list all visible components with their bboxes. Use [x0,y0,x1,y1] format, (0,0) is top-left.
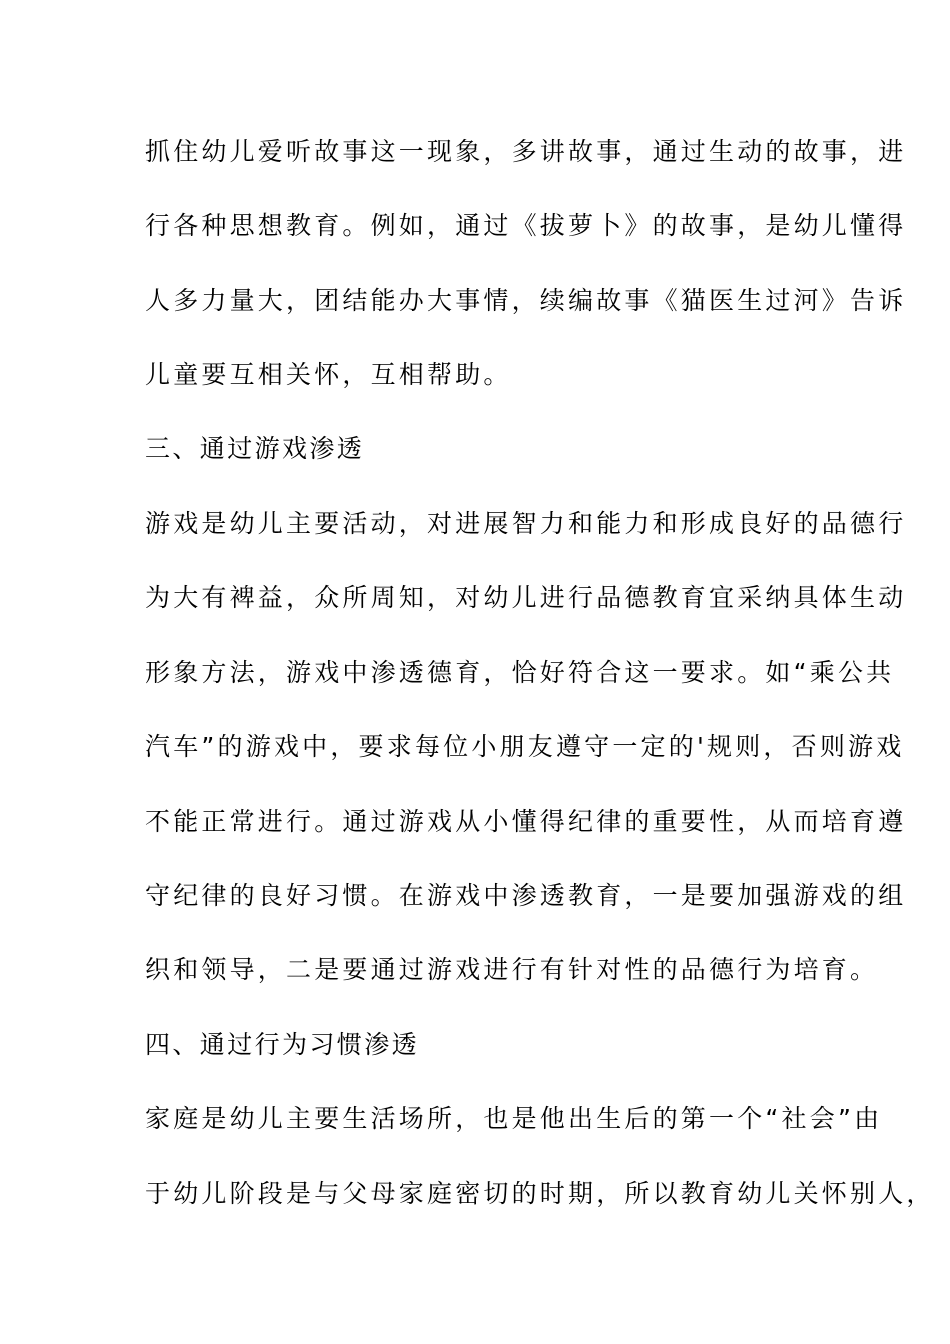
paragraph-line: 行各种思想教育。例如，通过《拔萝卜》的故事，是幼儿懂得 [145,211,907,240]
paragraph-line: 人多力量大，团结能办大事情，续编故事《猫医生过河》告诉 [145,286,907,315]
paragraph-line: 家庭是幼儿主要生活场所，也是他出生后的第一个“社会”由 [145,1104,883,1133]
paragraph-line: 于幼儿阶段是与父母家庭密切的时期，所以教育幼儿关怀别人， [145,1179,935,1208]
paragraph-line: 形象方法，游戏中渗透德育，恰好符合这一要求。如“乘公共 [145,658,895,687]
paragraph-line: 儿童要互相关怀，互相帮助。 [145,360,512,389]
paragraph-line: 抓住幼儿爱听故事这一现象，多讲故事，通过生动的故事，进 [145,137,907,166]
paragraph-line: 游戏是幼儿主要活动，对进展智力和能力和形成良好的品德行 [145,509,907,538]
paragraph-line: 汽车”的游戏中，要求每位小朋友遵守一定的'规则，否则游戏 [145,732,905,761]
paragraph-line: 织和领导，二是要通过游戏进行有针对性的品德行为培育。 [145,955,879,984]
paragraph-line: 为大有裨益，众所周知，对幼儿进行品德教育宜采纳具体生动 [145,583,907,612]
section-heading: 三、通过游戏渗透 [145,434,365,463]
paragraph-line: 守纪律的良好习惯。在游戏中渗透教育，一是要加强游戏的组 [145,881,907,910]
section-heading: 四、通过行为习惯渗透 [145,1030,420,1059]
paragraph-line: 不能正常进行。通过游戏从小懂得纪律的重要性，从而培育遵 [145,807,907,836]
